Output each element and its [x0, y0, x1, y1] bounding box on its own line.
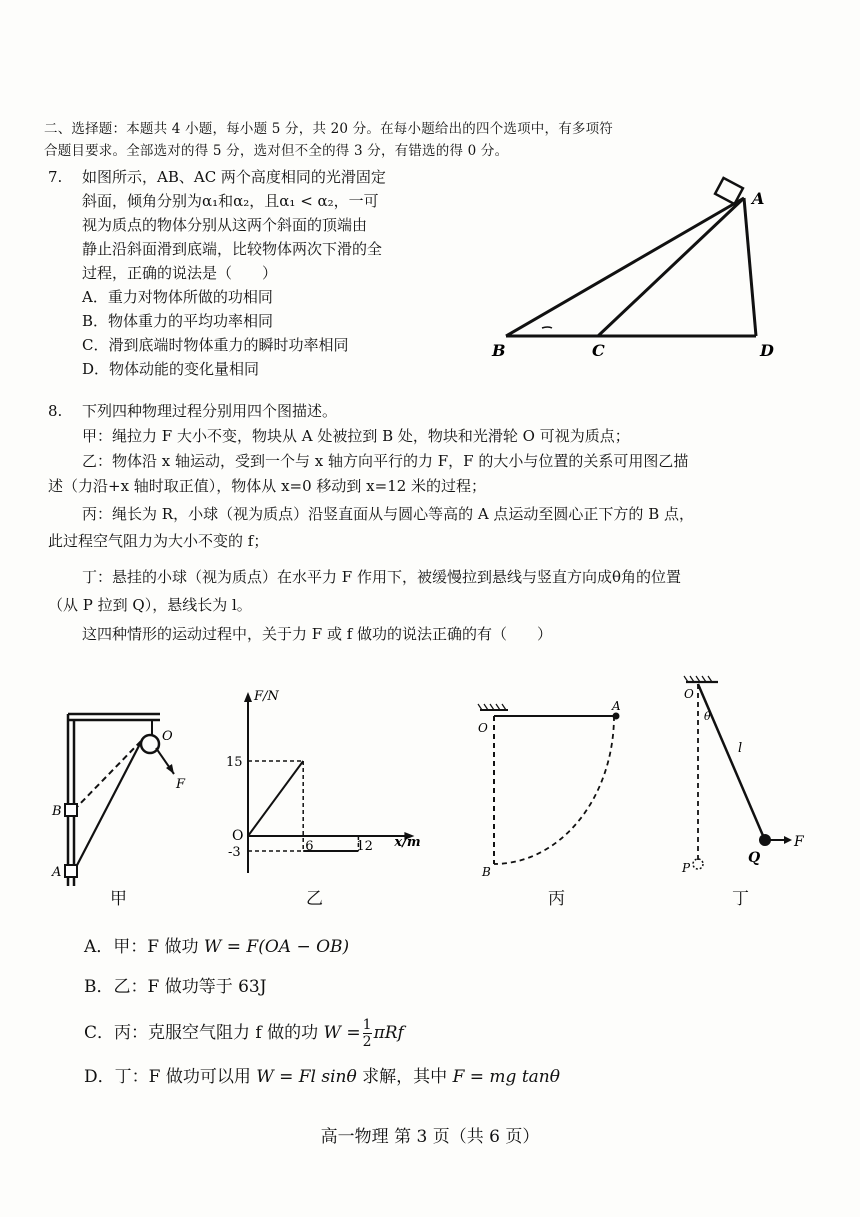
incline-ab	[506, 198, 744, 336]
q8-ask: 这四种情形的运动过程中，关于力 F 或 f 做功的说法正确的有（ ）	[82, 625, 553, 643]
q7-number: 7.	[48, 168, 63, 186]
label-c: C	[592, 341, 605, 360]
q8-fig-ding	[668, 672, 828, 882]
q8-ding-1: 丁：悬挂的小球（视为质点）在水平力 F 作用下，被缓慢拉到悬线与竖直方向成θ角的位置	[82, 568, 681, 586]
q8-jia: 甲：绳拉力 F 大小不变，物块从 A 处被拉到 B 处，物块和光滑轮 O 可视为质点；	[82, 427, 630, 445]
q7-line-4: 静止沿斜面滑到底端，比较物体两次下滑的全	[82, 240, 383, 258]
q7-option-c: C．滑到底端时物体重力的瞬时功率相同	[82, 336, 349, 354]
caption-bing: 丙	[548, 889, 565, 909]
yi-tick-12: 12	[356, 839, 373, 854]
ding-label-l: l	[738, 741, 743, 756]
q8-option-d-prefix: D．丁：F 做功可以用	[84, 1067, 257, 1087]
ding-label-q: Q	[748, 850, 761, 866]
q8-option-d-math1: W = Fl sinθ	[256, 1067, 357, 1087]
q7-line-5: 过程，正确的说法是（ ）	[82, 264, 278, 282]
q8-option-c-lhs: W =	[323, 1023, 361, 1043]
bing-label-a: A	[612, 699, 621, 713]
q7-line-1: 如图所示，AB、AC 两个高度相同的光滑固定	[82, 168, 386, 186]
q7-line-3: 视为质点的物体分别从这两个斜面的顶端由	[82, 216, 368, 234]
q7-incline-figure	[488, 176, 788, 366]
yi-tick-minus3: -3	[228, 845, 241, 860]
label-b: B	[492, 341, 506, 360]
caption-yi: 乙	[306, 889, 323, 909]
q8-option-c-prefix: C．丙：克服空气阻力 f 做的功	[84, 1023, 324, 1043]
ding-label-o: O	[684, 687, 694, 701]
q8-option-a-math: W = F(OA − OB)	[203, 937, 350, 957]
q8-intro: 下列四种物理过程分别用四个图描述。	[82, 402, 338, 420]
bing-label-b: B	[482, 865, 491, 879]
ding-label-theta: θ	[704, 710, 711, 723]
q8-option-c-denominator: 2	[362, 1034, 372, 1050]
q8-option-c-numerator: 1	[362, 1017, 372, 1033]
q7-option-d: D．物体动能的变化量相同	[82, 360, 260, 378]
q8-option-c-rhs: πRf	[373, 1023, 404, 1043]
q8-option-c-fraction	[363, 1017, 372, 1050]
caption-jia: 甲	[110, 889, 127, 909]
jia-label-b: B	[52, 804, 62, 819]
q8-option-b: B．乙：F 做功等于 63J	[84, 977, 267, 997]
page-footer: 高一物理 第 3 页（共 6 页）	[320, 1127, 540, 1147]
section-header-line2: 合题目要求。全部选对的得 5 分，选对但不全的得 3 分，有错选的得 0 分。	[44, 143, 509, 159]
yi-ylabel: F/N	[254, 689, 279, 704]
ding-label-f: F	[794, 834, 804, 850]
q8-option-c	[84, 1016, 404, 1050]
q8-ding-2: （从 P 拉到 Q），悬线长为 l。	[48, 596, 252, 614]
incline-ac	[598, 198, 744, 336]
q8-yi-1: 乙：物体沿 x 轴运动，受到一个与 x 轴方向平行的力 F，F 的大小与位置的关系可用图乙描	[82, 452, 689, 470]
q8-option-d	[84, 1066, 560, 1088]
q8-option-d-mid: 求解，其中	[356, 1067, 453, 1087]
jia-label-o: O	[162, 729, 173, 744]
bing-label-o: O	[478, 721, 488, 735]
q8-fig-jia	[40, 700, 200, 900]
jia-label-f: F	[176, 777, 186, 792]
q7-line-2: 斜面，倾角分别为α₁和α₂，且α₁ < α₂，一可	[82, 192, 379, 210]
q8-bing-2: 此过程空气阻力为大小不变的 f；	[48, 532, 269, 550]
vertical-ad	[744, 198, 756, 336]
yi-tick-15: 15	[226, 755, 243, 770]
q8-fig-bing	[466, 696, 646, 886]
q7-option-a: A．重力对物体所做的功相同	[82, 288, 273, 306]
section-header-line1: 二、选择题：本题共 4 小题，每小题 5 分，共 20 分。在每小题给出的四个选项中，有多项符	[44, 121, 614, 137]
q8-option-d-math2: F = mg tanθ	[452, 1067, 560, 1087]
caption-ding: 丁	[732, 889, 749, 909]
label-a: A	[752, 189, 765, 208]
q8-option-a	[84, 936, 349, 958]
q8-option-a-prefix: A．甲：F 做功	[84, 937, 204, 957]
q8-yi-2: 述（力沿+x 轴时取正值），物体从 x=0 移动到 x=12 米的过程；	[48, 477, 487, 495]
yi-origin-label: O	[232, 828, 244, 844]
label-d: D	[760, 341, 774, 360]
yi-xlabel: x/m	[394, 835, 421, 850]
ding-label-p: P	[682, 861, 691, 875]
q8-fig-yi-graph	[210, 686, 440, 886]
q7-option-b: B．物体重力的平均功率相同	[82, 312, 274, 330]
jia-label-a: A	[52, 865, 62, 880]
yi-tick-6: 6	[305, 839, 314, 854]
q8-bing-1: 丙：绳长为 R，小球（视为质点）沿竖直面从与圆心等高的 A 点运动至圆心正下方的 B 点，	[82, 505, 694, 523]
angle-mark	[542, 327, 552, 328]
q8-number: 8.	[48, 402, 63, 420]
